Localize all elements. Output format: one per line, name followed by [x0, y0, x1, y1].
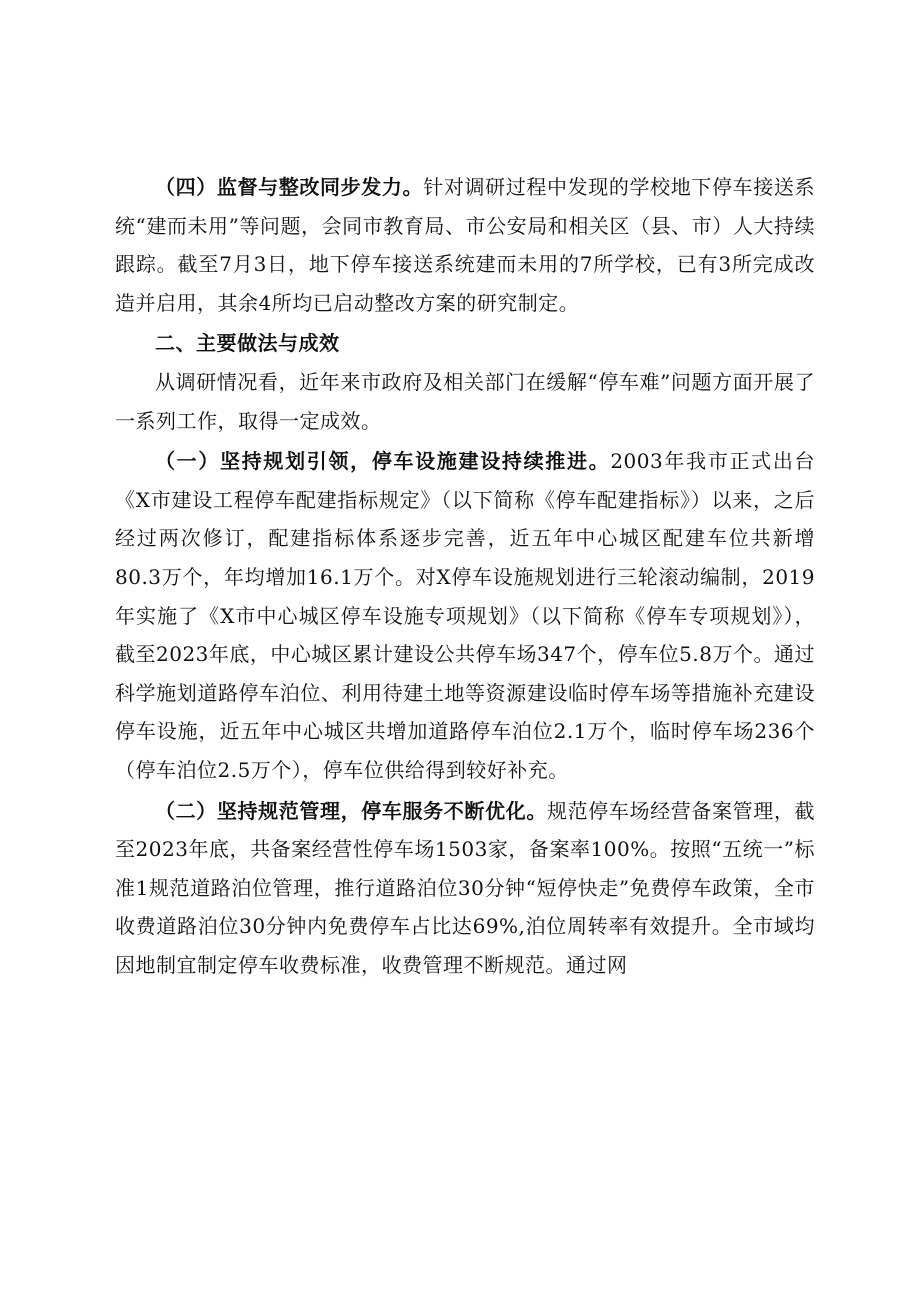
paragraph-lead: （一）坚持规划引领，停车设施建设持续推进。 [155, 449, 611, 474]
paragraph-supervision [115, 168, 815, 322]
section-heading: 二、主要做法与成效 [155, 331, 340, 356]
paragraph-management [115, 792, 815, 985]
paragraph-lead: （四）监督与整改同步发力。 [155, 175, 424, 199]
paragraph-body: 规范停车场经营备案管理，截至2023年底，共备案经营性停车场1503家，备案率100%。按照“五统一”标准1规范道路泊位管理，推行道路泊位30分钟“短停快走”免费停车政策，全市收费道路泊位30分钟内免费停车占比达69%,泊位周转率有效提升。全市域均因地制宜制定停车收费标准，收费管理不断规范。通过网 [115, 798, 816, 977]
document-page [115, 168, 815, 984]
paragraph-body: 针对调研过程中发现的学校地下停车接送系统“建而未用”等问题，会同市教育局、市公安局和相关区（县、市）人大持续跟踪。截至7月3日，地下停车接送系统建而未用的7所学校，已有3所完成改造并启用，其余4所均已启动整改方案的研究制定。 [115, 175, 816, 315]
paragraph-planning [115, 442, 815, 789]
paragraph-overview: 从调研情况看，近年来市政府及相关部门在缓解“停车难”问题方面开展了一系列工作，取得一定成效。 [115, 369, 815, 433]
paragraph-lead: （二）坚持规范管理，停车服务不断优化。 [155, 798, 547, 823]
paragraph-body: 2003年我市正式出台《X市建设工程停车配建指标规定》（以下简称《停车配建指标》）以来，之后经过两次修订，配建指标体系逐步完善，近五年中心城区配建车位共新增80.3万个，年均增加16.1万个。对X停车设施规划进行三轮滚动编制，2019年实施了《X市中心城区停车设施专项规划》（以下简称《停车专项规划》），截至2023年底，中心城区累计建设公共停车场347个，停车位5.8万个。通过科学施划道路停车泊位、利用待建土地等资源建设临时停车场等措施补充建设停车设施，近五年中心城区共增加道路停车泊位2.1万个，临时停车场236个（停车泊位2.5万个），停车位供给得到较好补充。 [115, 449, 815, 782]
